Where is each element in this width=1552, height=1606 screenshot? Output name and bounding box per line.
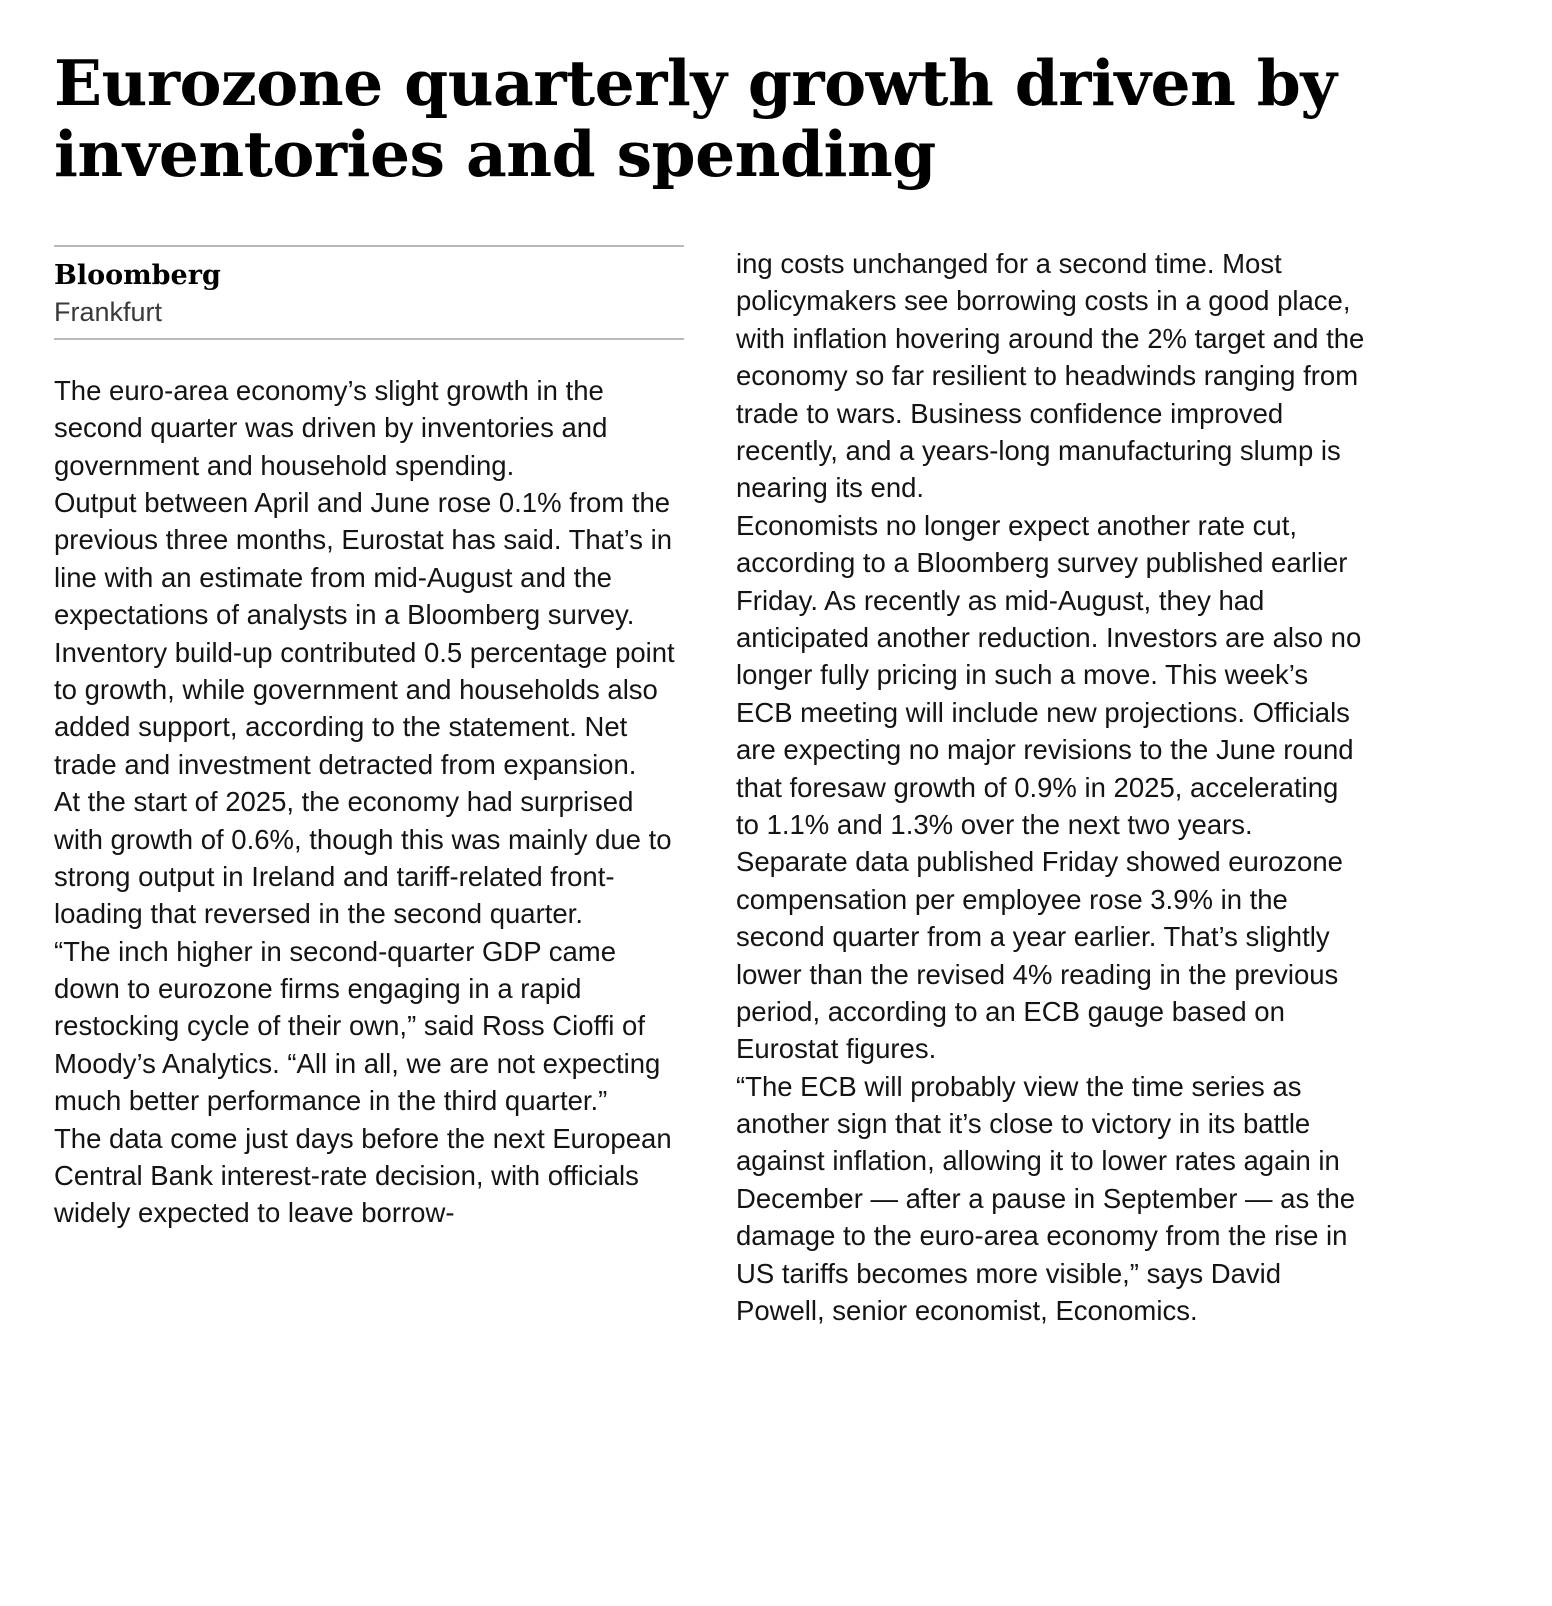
column-right — [736, 245, 1366, 1329]
paragraph: Separate data published Friday showed eurozone compensation per employee rose 3.9% in the second quarter from a year earlier. That’s slightly lower than the revised 4% reading in the previous period, according to an ECB gauge based on Eurostat figures. — [736, 846, 1343, 1065]
paragraph: Inventory build-up contributed 0.5 percentage point to growth, while government and households also added support, according to the statement. Net trade and investment detracted from expansion. — [54, 636, 675, 780]
article-columns — [54, 245, 1498, 1329]
body-left — [54, 372, 684, 1232]
byline — [54, 247, 684, 338]
column-left — [54, 245, 684, 1329]
paragraph: At the start of 2025, the economy had surprised with growth of 0.6%, though this was mainly due to strong output in Ireland and tariff-related front-loading that reversed in the second quarter. — [54, 786, 672, 930]
divider-bottom — [54, 338, 684, 340]
byline-source: Bloomberg — [54, 260, 221, 292]
byline-dateline: Frankfurt — [54, 296, 163, 327]
paragraph: Output between April and June rose 0.1% from the previous three months, Eurostat has said. That’s in line with an estimate from mid-August and the expectations of analysts in a Bloomberg survey. — [54, 487, 673, 631]
paragraph: Economists no longer expect another rate cut, according to a Bloomberg survey published earlier Friday. As recently as mid-August, they had anticipated another reduction. Investors are also no longer fully pricing in such a move. This week’s ECB meeting will include new projections. Officials are expecting no major revisions to the June round that foresaw growth of 0.9% in 2025, accelerating to 1.1% and 1.3% over the next two years. — [736, 509, 1362, 840]
page-title: Eurozone quarterly growth driven by inventories and spending — [54, 46, 1337, 191]
paragraph: ing costs unchanged for a second time. Most policymakers see borrowing costs in a good place, with inflation hovering around the 2% target and the economy so far resilient to headwinds ranging from trade to wars. Business confidence improved recently, and a years-long manufacturing slump is nearing its end. — [736, 248, 1365, 504]
body-right — [736, 245, 1366, 1329]
paragraph: “The inch higher in second-quarter GDP came down to eurozone firms engaging in a rapid restocking cycle of their own,” said Ross Cioffi of Moody’s Analytics. “All in all, we are not expecting much better performance in the third quarter.” — [54, 935, 661, 1117]
paragraph: “The ECB will probably view the time series as another sign that it’s close to victory in its battle against inflation, allowing it to lower rates again in December — after a pause in September — as the damage to the euro-area economy from the rise in US tariffs becomes more visible,” says David Powell, senior economist, Economics. — [736, 1070, 1356, 1327]
paragraph: The euro-area economy’s slight growth in the second quarter was driven by inventories and government and household spending. — [54, 374, 608, 481]
paragraph: The data come just days before the next European Central Bank interest-rate decision, with officials widely expected to leave borrow- — [54, 1122, 672, 1229]
